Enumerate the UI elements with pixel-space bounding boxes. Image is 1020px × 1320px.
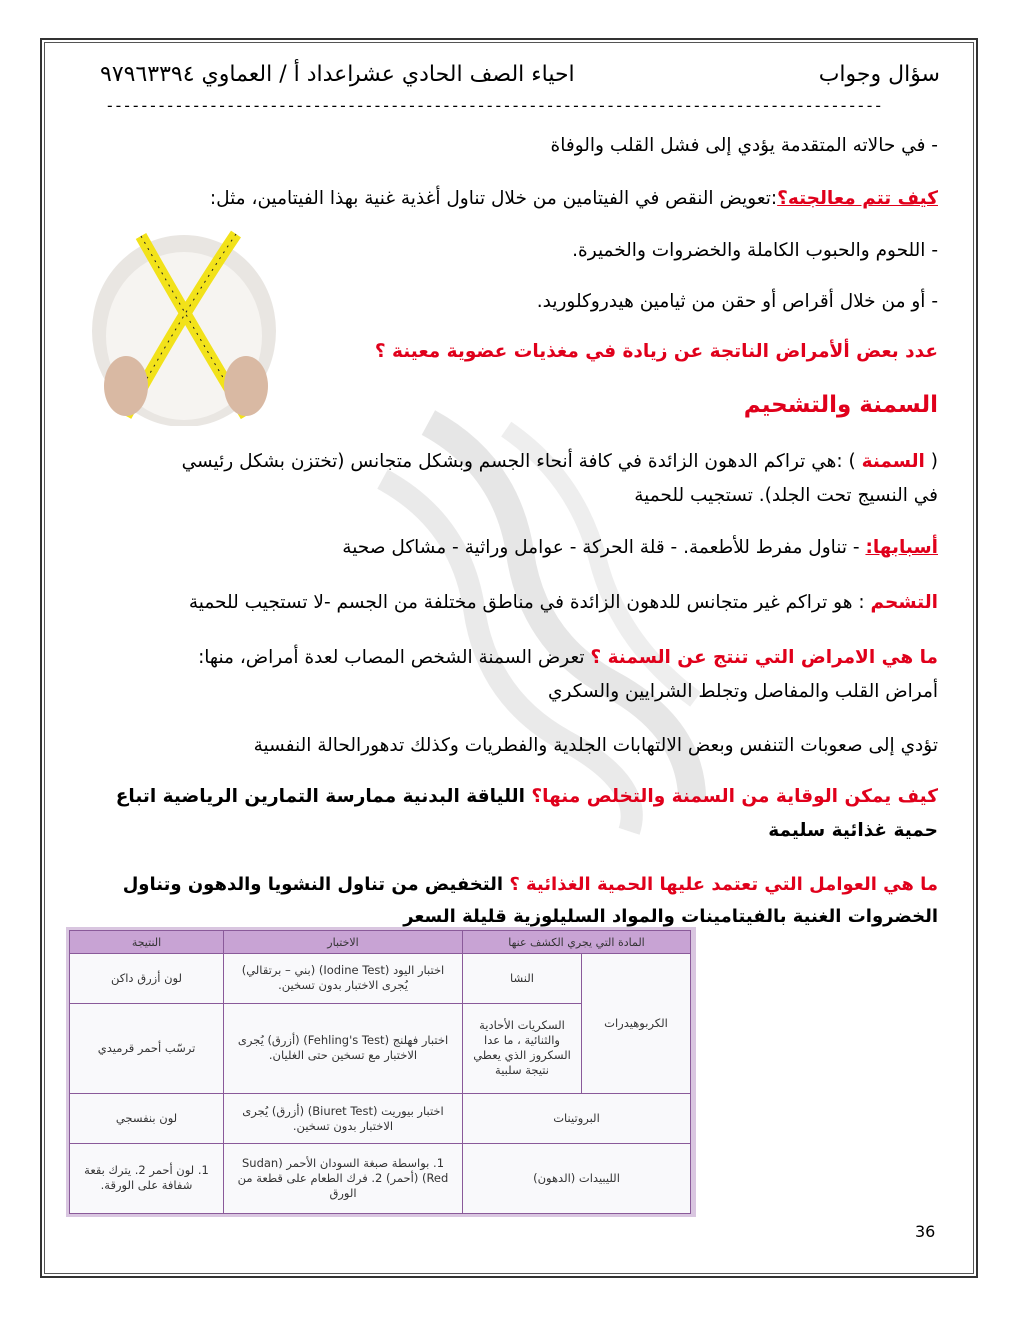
treatment-item-1: - اللحوم والحبوب الكاملة والخضروات والخميرة. bbox=[572, 240, 938, 261]
obesity-definition: ) :هي تراكم الدهون الزائدة في كافة أنحاء الجسم وبشكل متجانس (تختزن بشكل رئيسي bbox=[181, 451, 862, 472]
causes-label: أسبابها: bbox=[865, 537, 938, 558]
table-cell-test: اختبار فهلنج (Fehling's Test) (أزرق) يُجرى الاختبار مع تسخين حتى الغليان. bbox=[224, 1003, 463, 1093]
table-header-test: الاختبار bbox=[224, 931, 463, 954]
text-line-1: - في حالاته المتقدمة يؤدي إلى فشل القلب والوفاة bbox=[550, 135, 938, 156]
prevention-line bbox=[116, 782, 938, 812]
table-row bbox=[70, 954, 691, 1004]
diet-line-2: الخضروات الغنية بالفيتامينات والمواد السليلوزية قليلة السعر bbox=[403, 906, 938, 927]
table-header-material: المادة التي يجري الكشف عنها bbox=[463, 931, 691, 954]
treatment-answer: :تعويض النقص في الفيتامين من خلال تناول أغذية غنية بهذا الفيتامين، مثل: bbox=[209, 188, 778, 209]
table-cell-material: البروتينات bbox=[463, 1094, 691, 1144]
obesity-diseases-answer: تعرض السمنة الشخص المصاب لعدة أمراض، منها: bbox=[198, 647, 591, 668]
treatment-item-2: - أو من خلال أقراص أو حقن من ثيامين هيدروكلوريد. bbox=[536, 291, 938, 312]
prevention-line-2: حمية غذائية سليمة bbox=[768, 820, 938, 841]
table-row bbox=[70, 1143, 691, 1213]
fat-line bbox=[189, 588, 938, 618]
obesity-diseases-line-3: تؤدي إلى صعوبات التنفس وبعض الالتهابات الجلدية والفطريات وكذلك تدهورالحالة النفسية bbox=[253, 735, 938, 756]
obesity-diseases-line bbox=[198, 643, 938, 673]
treatment-question-line bbox=[210, 184, 938, 214]
diseases-question: عدد بعض ألأمراض الناتجة عن زيادة في مغذيات عضوية معينة ؟ bbox=[374, 341, 938, 362]
fat-label: التشحم bbox=[870, 592, 938, 613]
causes-text: - تناول مفرط للأطعمة. - قلة الحركة - عوامل وراثية - مشاكل صحية bbox=[342, 537, 866, 558]
table-header-result: النتيجة bbox=[70, 931, 224, 954]
diet-question: ما هي العوامل التي تعتمد عليها الحمية الغذائية ؟ bbox=[509, 874, 938, 895]
diet-line bbox=[123, 870, 938, 900]
table-cell-result: لون بنفسجي bbox=[70, 1094, 224, 1144]
table-cell-test: اختبار اليود (Iodine Test) (بني – برتقالي) يُجرى الاختبار بدون تسخين. bbox=[224, 954, 463, 1004]
table-cell-result: 1. لون أحمر 2. يترك بقعة شفافة على الورقة. bbox=[70, 1143, 224, 1213]
prevention-question: كيف يمكن الوقاية من السمنة والتخلص منها؟ bbox=[531, 786, 938, 807]
table-cell-test: اختبار بيوريت (Biuret Test) (أزرق) يُجرى الاختبار بدون تسخين. bbox=[224, 1094, 463, 1144]
table-cell-material: السكريات الأحادية والثنائية ، ما عدا السكروز الذي يعطي نتيجة سلبية bbox=[463, 1003, 582, 1093]
header-title: سؤال وجواب bbox=[818, 62, 940, 87]
paren-open: ( bbox=[924, 451, 938, 472]
table-cell-result: لون أزرق داكن bbox=[70, 954, 224, 1004]
carbs-label: الكربوهيدرات bbox=[582, 954, 691, 1094]
obesity-diseases-question: ما هي الامراض التي تنتج عن السمنة ؟ bbox=[590, 647, 938, 668]
table-header-row bbox=[70, 931, 691, 954]
obesity-definition-line-2: في النسيج تحت الجلد). تستجيب للحمية bbox=[634, 485, 938, 506]
fat-text: : هو تراكم غير متجانس للدهون الزائدة في مناطق مختلفة من الجسم -لا تستجيب للحمية bbox=[188, 592, 871, 613]
measuring-tape-belly-image bbox=[86, 226, 276, 426]
header-author: اعداد أ / العماوي ٩٧٩٦٣٣٩٤ bbox=[100, 62, 354, 87]
obesity-term: السمنة bbox=[861, 451, 925, 472]
section-title: السمنة والتشحيم bbox=[743, 392, 938, 418]
treatment-question-label: كيف تتم معالجته؟ bbox=[777, 188, 938, 209]
obesity-definition-line bbox=[182, 447, 938, 477]
table-row bbox=[70, 1094, 691, 1144]
table-cell-material: الليبيدات (الدهون) bbox=[463, 1143, 691, 1213]
table-cell-result: ترسّب أحمر قرميدي bbox=[70, 1003, 224, 1093]
diet-answer: التخفيض من تناول النشويا والدهون وتناول bbox=[122, 874, 510, 895]
header-subject: احياء الصف الحادي عشر bbox=[350, 62, 575, 87]
prevention-answer: اللياقة البدنية ممارسة التمارين الرياضية اتباع bbox=[115, 786, 532, 807]
page-header bbox=[95, 58, 940, 98]
table-cell-material: النشا bbox=[463, 954, 582, 1004]
causes-line bbox=[342, 533, 938, 563]
obesity-diseases-line-2: أمراض القلب والمفاصل وتجلط الشرايين والسكري bbox=[548, 681, 938, 702]
table-cell-test: 1. بواسطة صبغة السودان الأحمر (Sudan Red) (أحمر) 2. فرك الطعام على قطعة من الورق bbox=[224, 1143, 463, 1213]
page-number: 36 bbox=[915, 1222, 936, 1241]
header-separator: ------------------------------------------------------------------------------------------ bbox=[105, 96, 882, 115]
food-tests-table bbox=[69, 930, 691, 1214]
